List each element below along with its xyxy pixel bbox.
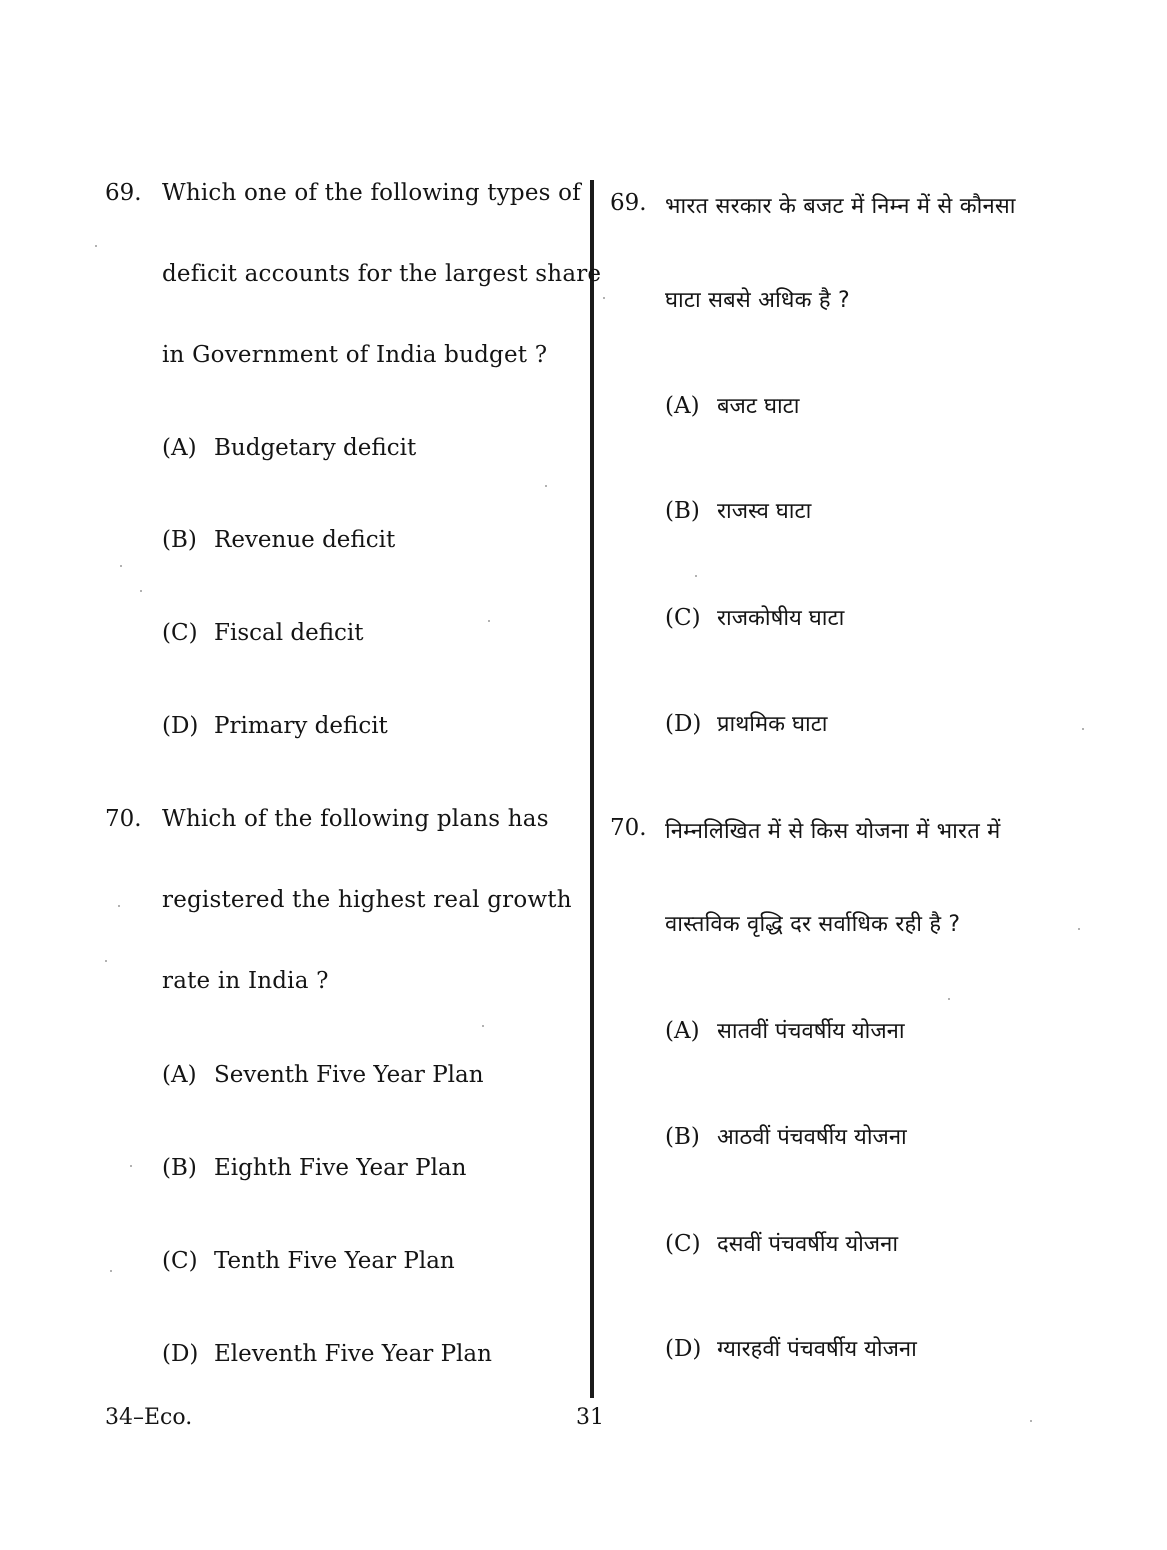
option-label: (B) [665, 1124, 700, 1150]
en-q69-line-3: in Government of India budget ? [162, 342, 548, 368]
en-q69-number: 69. [105, 180, 142, 206]
hi-q69-line-2: घाटा सबसे अधिक है ? [665, 288, 850, 313]
scan-speck [482, 1025, 484, 1027]
option-text: Eighth Five Year Plan [214, 1155, 467, 1181]
option-text: Seventh Five Year Plan [214, 1062, 484, 1088]
option-text: दसवीं पंचवर्षीय योजना [717, 1232, 899, 1257]
en-q69-option-c [162, 620, 364, 646]
option-text: प्राथमिक घाटा [717, 712, 828, 737]
option-label: (A) [162, 435, 197, 461]
option-text: Primary deficit [214, 713, 388, 739]
option-label: (C) [162, 620, 198, 646]
en-q70-option-c [162, 1248, 455, 1274]
option-text: राजकोषीय घाटा [717, 606, 845, 631]
option-text: बजट घाटा [717, 394, 800, 419]
hi-q70-number: 70. [610, 815, 647, 841]
scan-speck [695, 575, 697, 577]
option-label: (B) [162, 1155, 197, 1181]
option-label: (A) [162, 1062, 197, 1088]
option-label: (D) [162, 1341, 199, 1367]
option-label: (D) [162, 713, 199, 739]
hi-q70-option-a [665, 1015, 905, 1045]
option-label: (C) [665, 1231, 701, 1257]
en-q70-option-a [162, 1062, 484, 1088]
en-q69-option-d [162, 713, 388, 739]
option-text: Tenth Five Year Plan [214, 1248, 455, 1274]
option-text: Revenue deficit [214, 527, 396, 553]
scan-speck [118, 905, 120, 907]
hi-q69-option-a [665, 390, 799, 420]
option-label: (A) [665, 1018, 700, 1044]
en-q69-option-b [162, 527, 395, 553]
scan-speck [603, 297, 605, 299]
en-q69-line-2: deficit accounts for the largest share [162, 261, 602, 287]
option-text: Eleventh Five Year Plan [214, 1341, 492, 1367]
hi-q69-number: 69. [610, 190, 647, 216]
option-text: Fiscal deficit [214, 620, 364, 646]
scan-speck [948, 998, 950, 1000]
option-label: (C) [162, 1248, 198, 1274]
hi-q69-option-c [665, 602, 844, 632]
scan-speck [488, 620, 490, 622]
hi-q70-line-1: निम्नलिखित में से किस योजना में भारत में [665, 819, 1001, 844]
option-text: आठवीं पंचवर्षीय योजना [717, 1125, 907, 1150]
scan-speck [1030, 1420, 1032, 1422]
hi-q69-line-1: भारत सरकार के बजट में निम्न में से कौनसा [665, 194, 1016, 219]
hi-q70-line-2: वास्तविक वृद्धि दर सर्वाधिक रही है ? [665, 912, 961, 937]
option-label: (D) [665, 711, 702, 737]
hi-q69-option-b [665, 495, 811, 525]
option-label: (B) [665, 498, 700, 524]
en-q70-line-3: rate in India ? [162, 968, 329, 994]
scan-speck [120, 565, 122, 567]
scan-speck [105, 960, 107, 962]
scan-speck [1082, 728, 1084, 730]
scan-speck [1078, 928, 1080, 930]
scan-speck [95, 245, 97, 247]
scan-speck [110, 1270, 112, 1272]
en-q70-option-b [162, 1155, 466, 1181]
option-label: (B) [162, 527, 197, 553]
hi-q70-option-d [665, 1333, 917, 1363]
hi-q70-option-c [665, 1228, 898, 1258]
column-divider [590, 180, 594, 1398]
hi-q69-option-d [665, 708, 828, 738]
paper-code: 34–Eco. [105, 1405, 193, 1430]
en-q70-line-1: Which of the following plans has [162, 806, 549, 832]
scan-speck [545, 485, 547, 487]
hi-q70-option-b [665, 1121, 907, 1151]
option-label: (D) [665, 1336, 702, 1362]
en-q70-line-2: registered the highest real growth [162, 887, 572, 913]
page-number: 31 [576, 1405, 604, 1430]
option-text: राजस्व घाटा [717, 499, 812, 524]
en-q70-number: 70. [105, 806, 142, 832]
option-text: Budgetary deficit [214, 435, 417, 461]
en-q70-option-d [162, 1341, 492, 1367]
option-label: (C) [665, 605, 701, 631]
en-q69-line-1: Which one of the following types of [162, 180, 581, 206]
scan-speck [140, 590, 142, 592]
option-text: ग्यारहवीं पंचवर्षीय योजना [717, 1337, 917, 1362]
en-q69-option-a [162, 435, 416, 461]
option-text: सातवीं पंचवर्षीय योजना [717, 1019, 905, 1044]
scan-speck [130, 1165, 132, 1167]
option-label: (A) [665, 393, 700, 419]
